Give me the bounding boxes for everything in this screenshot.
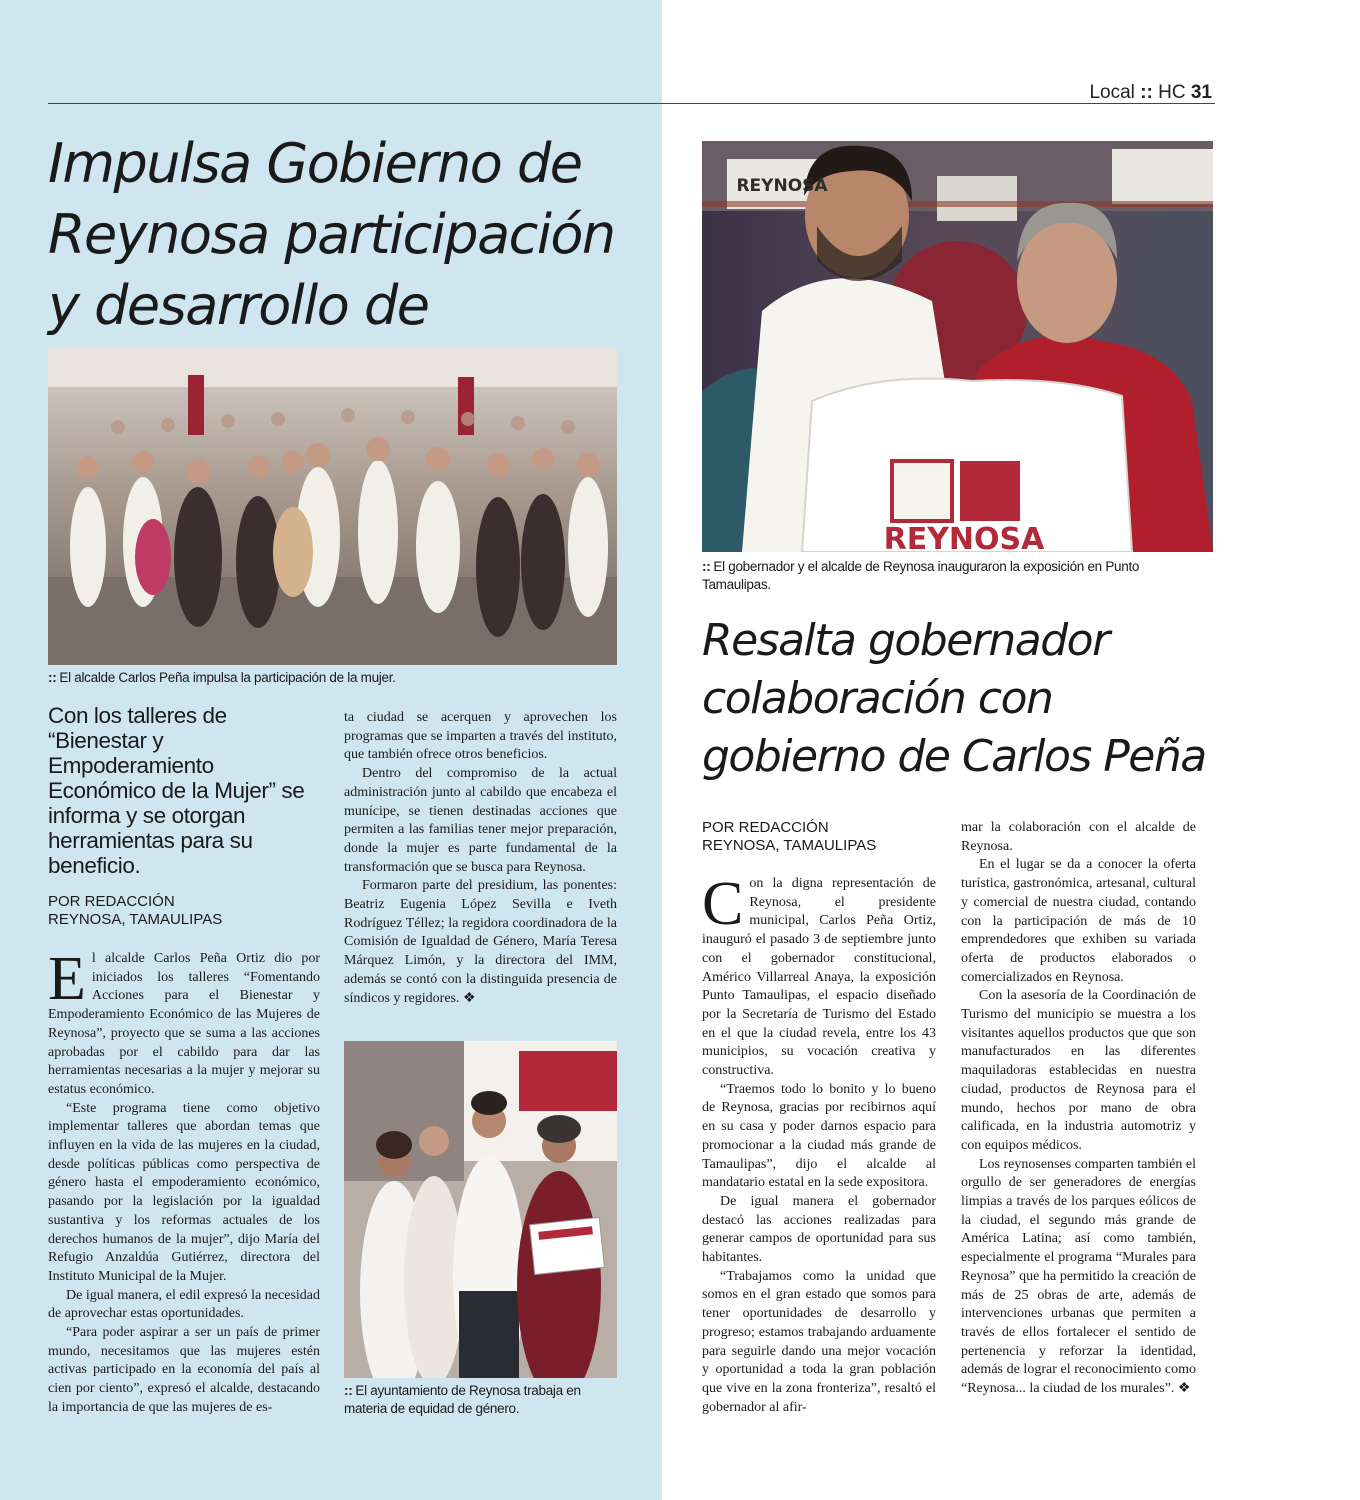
group-photo (48, 347, 617, 665)
body-paragraph: Con la asesoría de la Coordinación de Turismo del municipio se muestra a los visitantes aquellos productos que que son manufacturados en las diferentes maquiladoras establecidas en nuestra ciudad, productos de Reynosa para el mundo, hechos por mano de obra calificada, en la industria automotriz y con equipos médicos. (961, 988, 1196, 1153)
shirt-logo-text: REYNOSA (883, 522, 1045, 552)
caption-marker: :: (48, 670, 57, 685)
caption-marker: :: (344, 1383, 353, 1398)
paragraph-text: on la digna representación de Reynosa, el presidente municipal, Carlos Peña Ortiz, inauguró el pasado 3 de septiembre junto con el gobernador constitucional, Américo Villarreal Anaya, la exposición Punto Tamaulipas, el espacio diseñado por la Secretaría de Turismo del Estado en el que la ciudad revela, entre los 43 municipios, su vocación creativa y constructiva. (702, 876, 936, 1079)
caption-text: El gobernador y el alcalde de Reynosa inauguraron la exposición en Punto Tamaulipas. (702, 559, 1140, 592)
folio-separator: :: (1140, 82, 1153, 103)
folio-brand: HC (1158, 82, 1186, 103)
caption-marker: :: (702, 559, 711, 574)
article1-deck: Con los talleres de “Bienestar y Empoderamiento Económico de la Mujer” se informa y se otorgan herramientas para su beneficio. (48, 703, 305, 878)
folio-page-number: 31 (1190, 82, 1212, 103)
award-photo (344, 1041, 617, 1378)
byline-author: POR REDACCIÓN (48, 893, 175, 910)
body-paragraph: Los reynosenses comparten también el orgullo de ser generadores de energías limpias a través de los parques eólicos de la ciudad, el segundo más grande de América Latina; así como también, especialmente el programa “Murales para Reynosa” que ha permitido la creación de más de 25 obras de arte, además de intervenciones urbanas que permiten a través de ellos fortalecer el sentido de pertenencia y reforzar la identidad, además de lograr el reconocimiento como “Reynosa... la ciudad de los murales”. ❖ (961, 1156, 1196, 1397)
drop-cap: C (702, 870, 744, 938)
folio-section: Local (1089, 82, 1135, 103)
banner-logo-text: REYNOSA (736, 176, 828, 196)
byline-location: REYNOSA, TAMAULIPAS (48, 911, 223, 928)
award-photo-caption (344, 1382, 604, 1418)
caption-text: El ayuntamiento de Reynosa trabaja en materia de equidad de género. (344, 1383, 581, 1416)
group-photo-caption (48, 669, 618, 687)
article2-body-col2 (961, 819, 1196, 1399)
article2-body-col1 (702, 870, 936, 1417)
article1-body-col2 (344, 709, 617, 1008)
article1-headline: Impulsa Gobierno de Reynosa participación y desarrollo de (48, 132, 615, 337)
paragraph-text: l alcalde Carlos Peña Ortiz dio por iniciados los talleres “Fomentando Acciones para el Bienestar y Empoderamiento Económico de las Mujeres de Reynosa”, proyecto que se suma a las acciones aprobadas por el cabildo para dar las herramientas necesarias a la mujer y mejorar su estatus económico. (48, 951, 320, 1097)
header-rule (48, 103, 1215, 104)
caption-text: El alcalde Carlos Peña impulsa la participación de la mujer. (59, 670, 396, 685)
body-paragraph: “Trabajamos como la unidad que somos en el gran estado que somos para tener oportunidades de desarrollo y progreso; estamos trabajando arduamente para seguirle dando una mejor vocación y oportunidad a toda la gran población que vive en la zona fronteriza”, resaltó el gobernador al afir- (702, 1268, 936, 1415)
body-paragraph (702, 870, 936, 1081)
article1-byline (48, 893, 318, 929)
body-paragraph: “Traemos todo lo bonito y lo bueno de Reynosa, gracias por recibirnos aquí en su casa y poder darnos espacio para promocionar a la ciudad más grande de Tamaulipas”, dijo el alcalde al mandatario estatal en la sede expositora. (702, 1081, 936, 1191)
body-paragraph: De igual manera, el edil expresó la necesidad de aprovechar estas oportunidades. (48, 1287, 320, 1322)
byline-author: POR REDACCIÓN (702, 819, 829, 836)
article1-body-col1 (48, 945, 320, 1418)
body-paragraph: En el lugar se da a conocer la oferta turística, gastronómica, artesanal, cultural y comercial de nuestra ciudad, contando con la participación de más de 10 emprendedores que exhiben su variada oferta de productos elaborados o comercializados en Reynosa. (961, 857, 1196, 985)
byline-location: REYNOSA, TAMAULIPAS (702, 837, 877, 854)
governor-mayor-photo (702, 141, 1213, 552)
body-paragraph (48, 945, 320, 1100)
body-paragraph: Dentro del compromiso de la actual administración junto al cabildo que encabeza el munícipe, se tienen destinadas acciones que permiten a las familias tener mejor preparación, donde la mujer es parte fundamental de la transformación que se busca para Reynosa. (344, 766, 617, 875)
body-paragraph: mar la colaboración con el alcalde de Reynosa. (961, 820, 1196, 854)
body-paragraph: De igual manera el gobernador destacó las acciones realizadas para generar campos de oportunidad para sus habitantes. (702, 1193, 936, 1266)
body-paragraph: ta ciudad se acerquen y aprovechen los programas que se imparten a través del instituto, que también ofrece otros beneficios. (344, 710, 617, 763)
body-paragraph: Formaron parte del presidium, las ponentes: Beatriz Eugenia López Sevilla e Iveth Rodríguez Téllez; la regidora coordinadora de la Comisión de Igualdad de Género, María Teresa Márquez Limón, y la directora del IMM, además se contó con la distinguida presencia de síndicos y regidores. ❖ (344, 878, 617, 1006)
page-folio (1089, 82, 1212, 104)
drop-cap: E (48, 945, 86, 1013)
article2-headline: Resalta gobernador colaboración con gobierno de Carlos Peña (702, 615, 1206, 782)
article2-byline (702, 819, 942, 855)
body-paragraph: “Este programa tiene como objetivo implementar talleres que abordan temas que influyen en la vida de las mujeres en la ciudad, desde políticas públicas como perspectiva de género hasta el empoderamiento económico, pasando por la legislación por la igualdad sustantiva y los reformas actuales de los derechos humanos de la mujer”, dijo María del Refugio Anzaldúa Gutiérrez, directora del Instituto Municipal de la Mujer. (48, 1100, 320, 1284)
governor-photo-caption (702, 558, 1182, 594)
body-paragraph: “Para poder aspirar a ser un país de primer mundo, necesitamos que las mujeres estén activas participado en la economía del país al cien por ciento”, expresó el alcalde, destacando la importancia de que las mujeres de es- (48, 1325, 320, 1415)
